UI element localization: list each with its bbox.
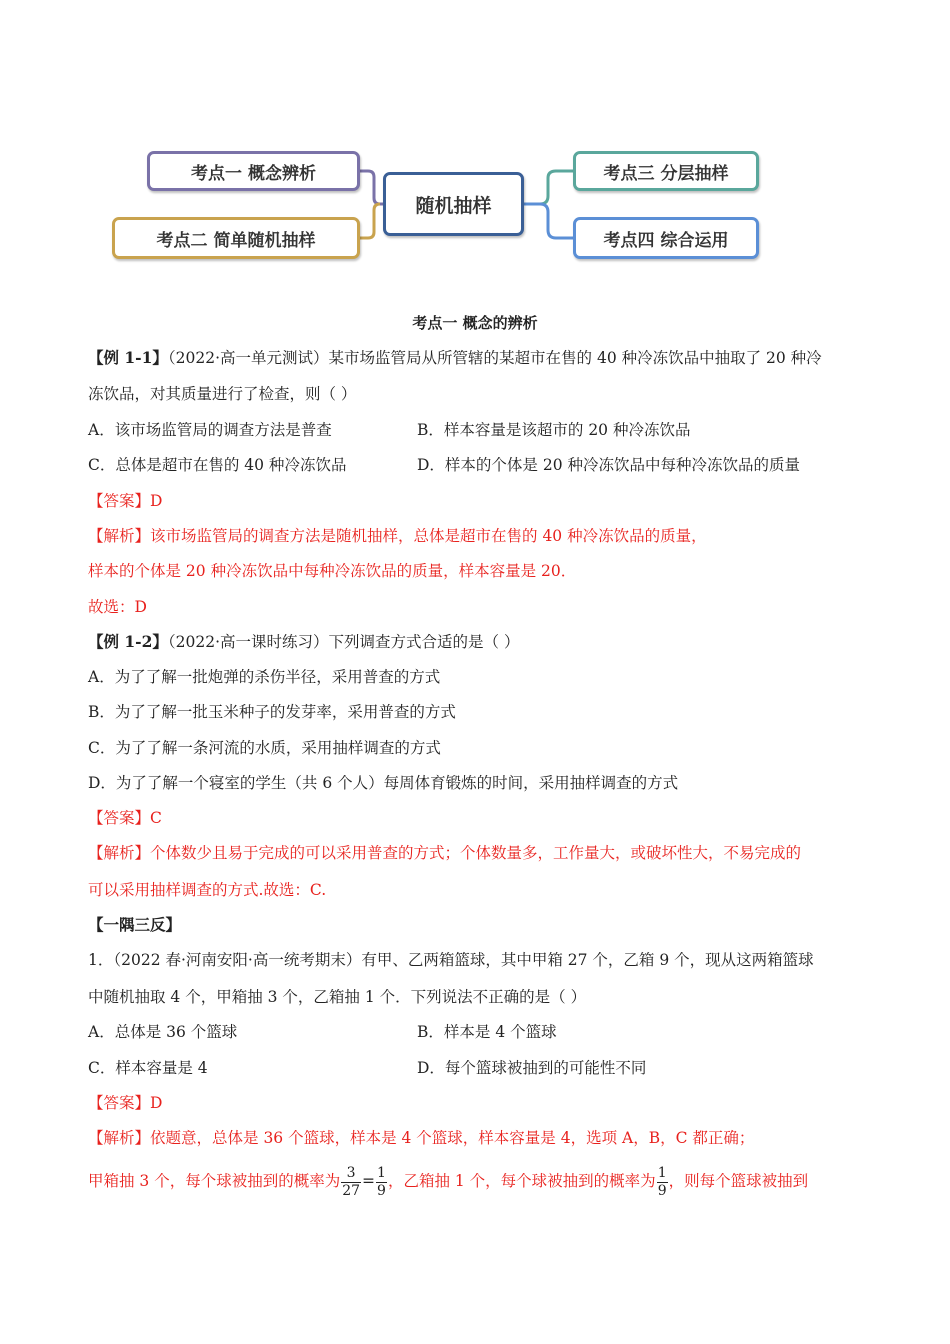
- answer: 【答案】D: [88, 1094, 163, 1112]
- analysis-conclusion: 故选：D: [88, 598, 147, 616]
- analysis-text: 依题意，总体是 36 个篮球，样本是 4 个篮球，样本容量是 4，选项 A，B，C 都正确；: [150, 1129, 755, 1147]
- analysis-text: ，乙箱抽 1 个，每个球被抽到的概率为: [387, 1172, 656, 1190]
- option-d-text: D．样本的个体是 20 种冷冻饮品中每种冷冻饮品的质量: [417, 456, 801, 474]
- option-c: [88, 1058, 647, 1078]
- fraction-3-27: [341, 1165, 361, 1200]
- analysis-cont: 可以采用抽样调查的方式.故选：C.: [88, 881, 327, 899]
- answer: 【答案】D: [88, 492, 163, 510]
- option-a-text: A．该市场监管局的调查方法是普查: [88, 421, 332, 439]
- fraction-numerator: 3: [341, 1165, 361, 1183]
- example-tag: 【例 1-1】: [88, 348, 168, 367]
- fraction-numerator: 1: [657, 1164, 667, 1181]
- analysis-tag: 【解析】: [88, 844, 151, 862]
- equals-sign: =: [362, 1172, 376, 1190]
- analysis-text: ，则每个篮球被抽到: [668, 1172, 809, 1190]
- analysis: [88, 1128, 754, 1148]
- mindmap-node-3: 考点三 分层抽样: [573, 151, 759, 191]
- analysis-text: 个体数少且易于完成的可以采用普查的方式；个体数量多，工作量大，或破坏性大，不易完成的: [150, 844, 802, 862]
- fraction-numerator: 1: [377, 1164, 386, 1181]
- mindmap-center-node: 随机抽样: [383, 172, 524, 236]
- example-text: （2022·高一课时练习）下列调查方式合适的是（ ）: [167, 633, 520, 651]
- example-1-2-stem: [88, 632, 519, 652]
- question-1-stem-cont: 中随机抽取 4 个，甲箱抽 3 个，乙箱抽 1 个．下列说法不正确的是（ ）: [88, 988, 587, 1006]
- answer: 【答案】C: [88, 809, 162, 827]
- fraction-denominator: 27: [342, 1182, 361, 1199]
- option-a: [88, 1022, 557, 1042]
- option-a-text: A．总体是 36 个篮球: [88, 1023, 238, 1041]
- analysis: [88, 843, 801, 863]
- option-c-text: C．样本容量是 4: [88, 1059, 208, 1077]
- analysis-text: 甲箱抽 3 个，每个球被抽到的概率为: [88, 1172, 341, 1190]
- question-1-stem: 1．（2022 春·河南安阳·高一统考期末）有甲、乙两箱篮球，其中甲箱 27 个，乙箱 9 个，现从这两箱篮球: [88, 951, 814, 969]
- fraction-denominator: 9: [377, 1182, 386, 1199]
- option-d: D．为了了解一个寝室的学生（共 6 个人）每周体育锻炼的时间，采用抽样调查的方式: [88, 774, 679, 792]
- fraction-1-9: [376, 1165, 387, 1200]
- analysis-cont: [88, 1163, 808, 1200]
- analysis: [88, 526, 707, 546]
- option-c-text: C．总体是超市在售的 40 种冷冻饮品: [88, 456, 347, 474]
- fraction-1-9: [657, 1165, 668, 1200]
- fraction-denominator: 9: [657, 1182, 667, 1199]
- option-b-text: B．样本容量是该超市的 20 种冷冻饮品: [417, 421, 691, 439]
- option-d-text: D．每个篮球被抽到的可能性不同: [417, 1059, 647, 1077]
- mindmap-node-1: 考点一 概念辨析: [147, 151, 360, 191]
- option-a: A．为了了解一批炮弹的杀伤半径，采用普查的方式: [88, 668, 441, 686]
- option-c: C．为了了解一条河流的水质，采用抽样调查的方式: [88, 739, 441, 757]
- example-text: （2022·高一单元测试）某市场监管局从所管辖的某超市在售的 40 种冷冻饮品中抽取了 20 种冷: [167, 349, 822, 367]
- mindmap-node-2: 考点二 简单随机抽样: [112, 217, 360, 259]
- option-b-text: B．样本是 4 个篮球: [417, 1023, 557, 1041]
- option-b: B．为了了解一批玉米种子的发芽率，采用普查的方式: [88, 703, 456, 721]
- analysis-cont: 样本的个体是 20 种冷冻饮品中每种冷冻饮品的质量，样本容量是 20．: [88, 562, 577, 580]
- example-1-1-stem: [88, 348, 822, 368]
- option-a: [88, 420, 691, 440]
- analysis-tag: 【解析】: [88, 1129, 151, 1147]
- analysis-tag: 【解析】: [88, 527, 151, 545]
- option-c: [88, 455, 801, 475]
- example-1-1-stem-cont: 冻饮品，对其质量进行了检查，则（ ）: [88, 385, 357, 403]
- section-title: 考点一 概念的辨析: [412, 314, 538, 332]
- practice-heading: 【一隅三反】: [88, 915, 182, 934]
- example-tag: 【例 1-2】: [88, 632, 168, 651]
- analysis-text: 该市场监管局的调查方法是随机抽样，总体是超市在售的 40 种冷冻饮品的质量，: [150, 527, 707, 545]
- mindmap-node-4: 考点四 综合运用: [573, 217, 759, 259]
